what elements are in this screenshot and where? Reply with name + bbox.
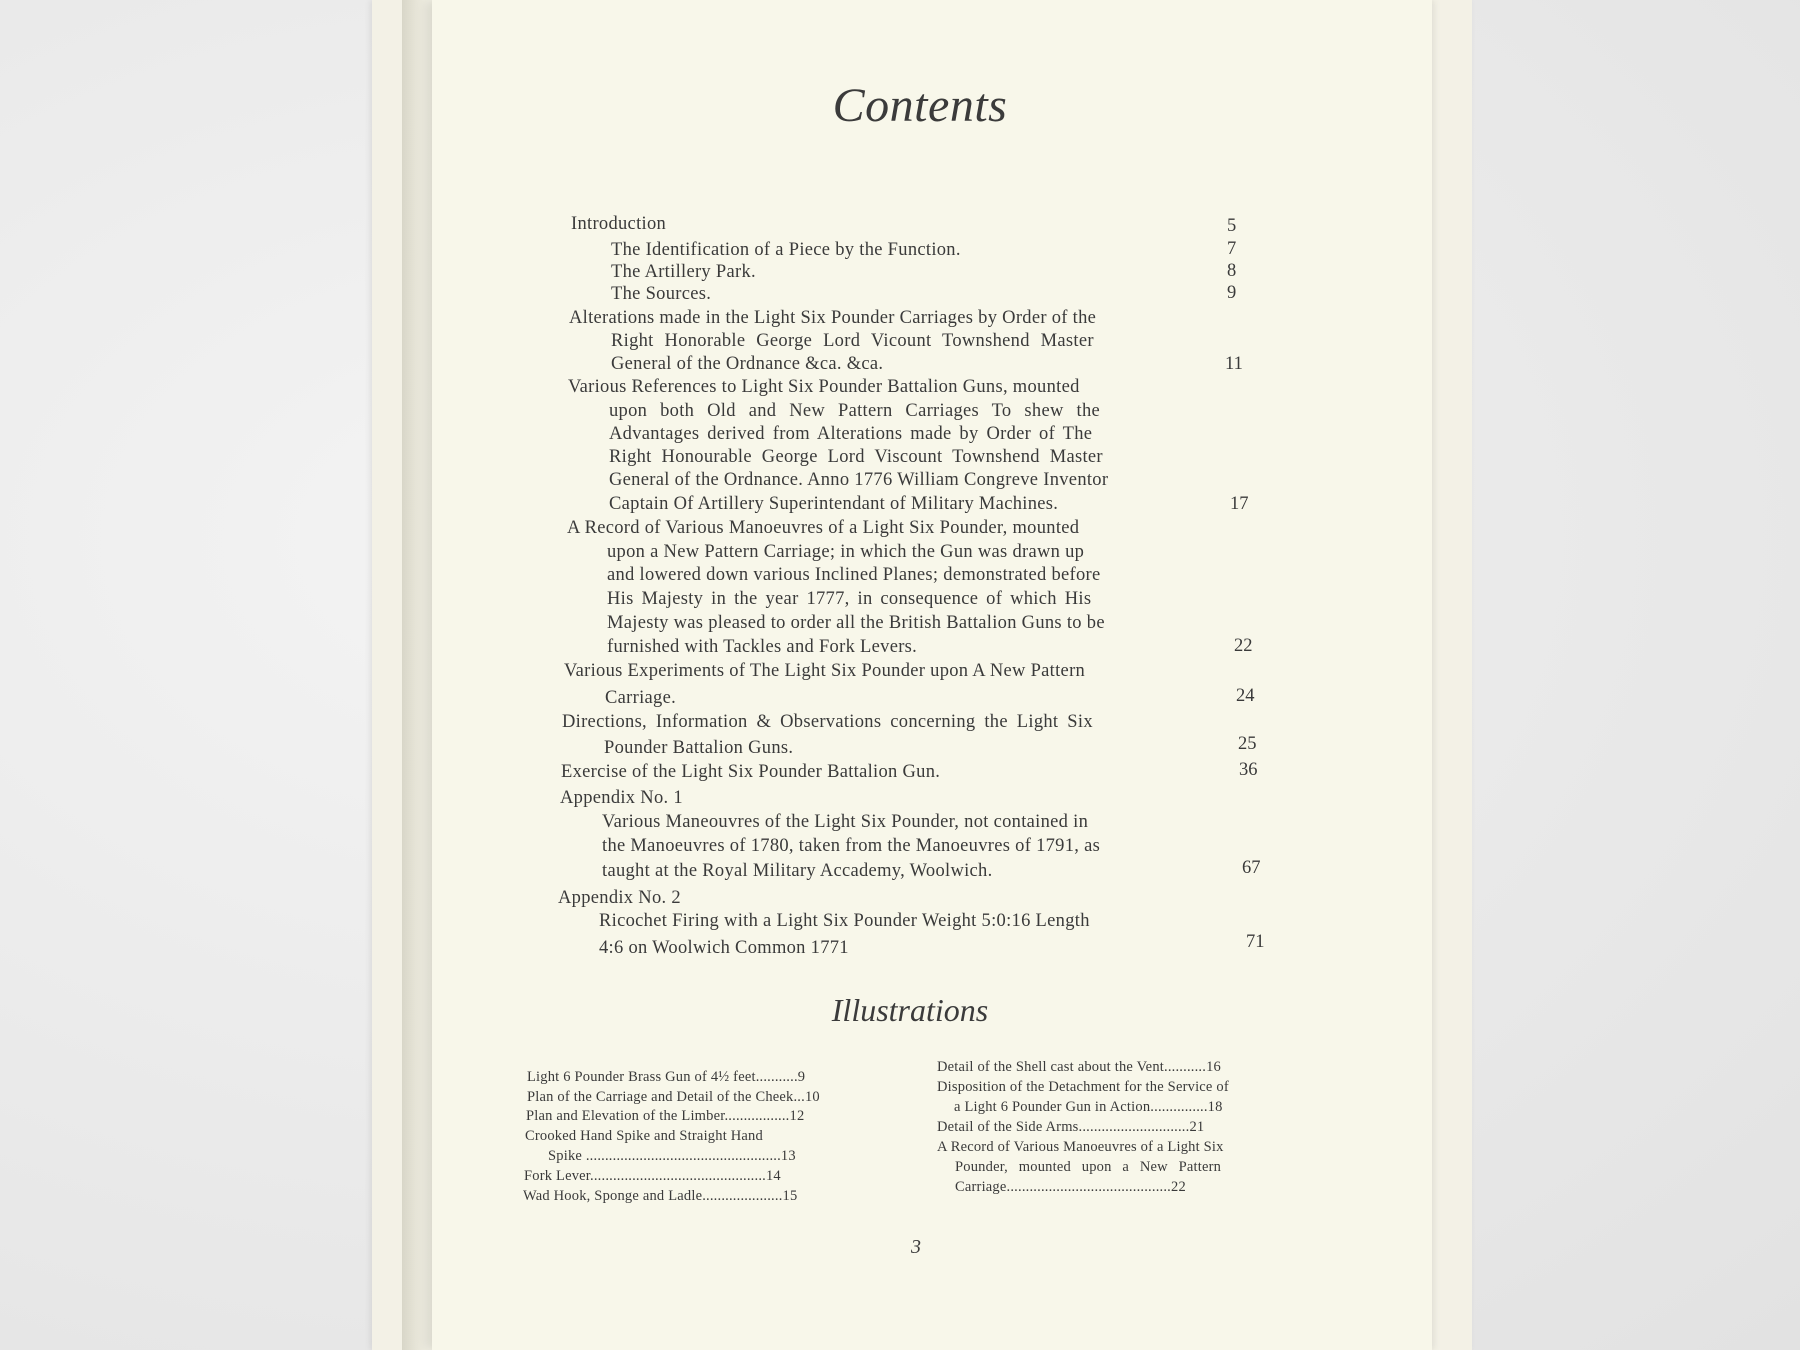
toc-page-number: 71 (1246, 932, 1265, 952)
toc-entry-text: General of the Ordnance. Anno 1776 William Congreve Inventor (609, 470, 1109, 490)
toc-entry-text: Appendix No. 2 (558, 888, 681, 908)
toc-entry-text: 4:6 on Woolwich Common 1771 (599, 938, 849, 958)
toc-entry-text: Ricochet Firing with a Light Six Pounder Weight 5:0:16 Length (599, 911, 1090, 931)
illustration-entry: Crooked Hand Spike and Straight Hand (525, 1128, 763, 1144)
illustration-entry: Fork Lever..............................................14 (524, 1168, 781, 1184)
illustration-entry: Detail of the Side Arms.............................21 (937, 1119, 1205, 1135)
toc-page-number: 8 (1227, 261, 1237, 281)
illustration-entry: Plan of the Carriage and Detail of the Cheek...10 (527, 1089, 820, 1105)
toc-page-number: 36 (1239, 760, 1258, 780)
toc-entry-text: the Manoeuvres of 1780, taken from the Manoeuvres of 1791, as (602, 836, 1101, 856)
toc-entry-text: upon both Old and New Pattern Carriages To shew the (609, 401, 1101, 421)
toc-page-number: 25 (1238, 734, 1257, 754)
toc-entry-text: Advantages derived from Alterations made by Order of The (609, 424, 1093, 444)
toc-entry-text: Various Experiments of The Light Six Pounder upon A New Pattern (564, 661, 1086, 681)
toc-page-number: 24 (1236, 686, 1255, 706)
illustration-entry: Pounder, mounted upon a New Pattern (955, 1159, 1222, 1175)
page-title: Contents (832, 79, 1008, 132)
toc-page-number: 67 (1242, 858, 1261, 878)
toc-entry-text: Carriage. (605, 688, 677, 708)
toc-entry-text: Captain Of Artillery Superintendant of Military Machines. (609, 494, 1059, 514)
toc-entry-text: Appendix No. 1 (560, 788, 683, 808)
toc-entry-text: upon a New Pattern Carriage; in which the Gun was drawn up (607, 542, 1085, 562)
toc-page-number: 17 (1230, 494, 1249, 514)
toc-entry-text: The Identification of a Piece by the Function. (611, 240, 961, 260)
toc-entry-text: Introduction (571, 214, 667, 234)
illustration-entry: Carriage...........................................22 (955, 1179, 1186, 1195)
illustrations-heading: Illustrations (831, 992, 989, 1028)
toc-entry-text: A Record of Various Manoeuvres of a Light Six Pounder, mounted (567, 518, 1080, 538)
illustration-entry: Spike ...................................................13 (548, 1148, 796, 1164)
toc-page-number: 9 (1227, 283, 1237, 303)
illustration-entry: a Light 6 Pounder Gun in Action...............18 (954, 1099, 1223, 1115)
toc-entry-text: Right Honourable George Lord Viscount Townshend Master (609, 447, 1103, 467)
toc-entry-text: Directions, Information & Observations concerning the Light Six (562, 712, 1093, 732)
toc-entry-text: Pounder Battalion Guns. (604, 738, 794, 758)
page-number: 3 (911, 1236, 921, 1258)
toc-entry-text: General of the Ordnance &ca. &ca. (611, 354, 884, 374)
toc-entry-text: Alterations made in the Light Six Pounder Carriages by Order of the (569, 308, 1097, 328)
toc-entry-text: taught at the Royal Military Accademy, Woolwich. (602, 861, 993, 881)
illustration-entry: Disposition of the Detachment for the Service of (937, 1079, 1229, 1095)
toc-entry-text: Majesty was pleased to order all the British Battalion Guns to be (607, 613, 1105, 633)
toc-entry-text: Right Honorable George Lord Vicount Townshend Master (611, 331, 1094, 351)
toc-page-number: 22 (1234, 636, 1253, 656)
toc-entry-text: Various Maneouvres of the Light Six Pounder, not contained in (602, 812, 1089, 832)
toc-entry-text: furnished with Tackles and Fork Levers. (607, 637, 918, 657)
toc-entry-text: and lowered down various Inclined Planes; demonstrated before (607, 565, 1101, 585)
illustration-entry: Light 6 Pounder Brass Gun of 4½ feet...........9 (527, 1069, 806, 1085)
illustration-entry: Detail of the Shell cast about the Vent...........16 (937, 1059, 1221, 1075)
toc-entry-text: Various References to Light Six Pounder Battalion Guns, mounted (568, 377, 1080, 397)
toc-page-number: 11 (1225, 354, 1243, 374)
toc-entry-text: The Sources. (611, 284, 712, 304)
illustration-entry: A Record of Various Manoeuvres of a Light Six (937, 1139, 1224, 1155)
toc-page-number: 5 (1227, 216, 1237, 236)
toc-entry-text: Exercise of the Light Six Pounder Battalion Gun. (561, 762, 941, 782)
illustration-entry: Wad Hook, Sponge and Ladle.....................15 (523, 1188, 798, 1204)
toc-page-number: 7 (1227, 239, 1237, 259)
illustration-entry: Plan and Elevation of the Limber.................12 (526, 1108, 805, 1124)
toc-entry-text: His Majesty in the year 1777, in consequence of which His (607, 589, 1092, 609)
toc-entry-text: The Artillery Park. (611, 262, 756, 282)
